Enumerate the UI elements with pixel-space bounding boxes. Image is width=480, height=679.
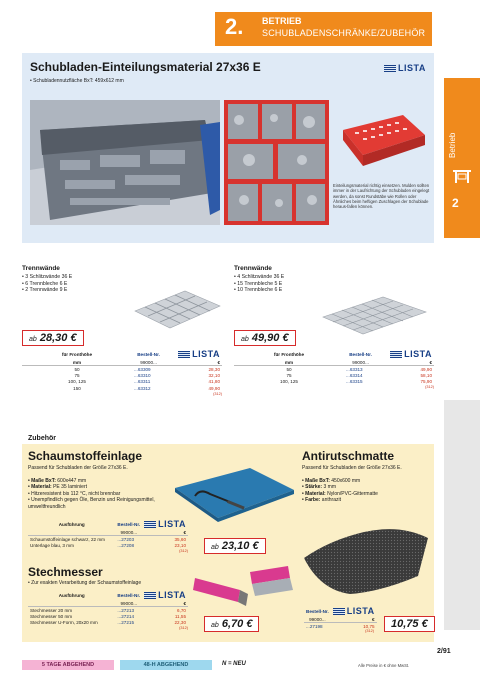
right-price-tag: ab 49,90 € xyxy=(234,330,296,346)
knife-order-table xyxy=(28,590,188,630)
table-row: 75 ...63310 32,10 xyxy=(74,372,220,378)
mat-intro: Passend für Schubladen der Größe 27x36 E. xyxy=(302,465,402,471)
list-item: • 4 Schlitzwände 36 E xyxy=(234,274,285,280)
list-item: umweltfreundlich xyxy=(28,503,66,510)
mat-image xyxy=(300,518,432,598)
knife-image xyxy=(190,560,295,615)
table-header: 99000... xyxy=(120,600,138,606)
table-header: für Fronthöhe xyxy=(273,351,305,357)
table-header: Ausführung xyxy=(58,521,85,527)
left-product-bullets xyxy=(22,274,72,294)
table-note: (312) xyxy=(365,629,374,633)
bins-photo xyxy=(224,100,329,225)
list-item: • 2 Trennwände 9 E xyxy=(22,287,68,294)
table-header: € xyxy=(429,359,432,365)
lista-logo: LISTA xyxy=(384,63,426,73)
table-row: Unterlage blau, 3 mm ...27208 23,10 xyxy=(30,542,186,548)
foam-price-tag: ab 23,10 € xyxy=(204,538,266,554)
list-item: • Material: Nylon/PVC-Gittermatte xyxy=(302,490,378,497)
table-row: ...27198 10,75 xyxy=(306,623,375,629)
table-note: (312) xyxy=(179,626,188,630)
list-item: • 6 Trennbleche 6 E xyxy=(22,280,68,287)
list-item: • 10 Trennbleche 6 E xyxy=(234,287,283,294)
accessories-label: Zubehör xyxy=(28,435,56,442)
right-product-bullets xyxy=(234,274,284,294)
table-row: 50 ...63309 28,30 xyxy=(74,366,220,372)
mat-price-tag: 10,75 € xyxy=(384,616,435,632)
list-item: • Unempfindlich gegen Öle, Benzin und Reinigungsmittel, xyxy=(28,497,155,504)
table-header: Bestell-Nr. xyxy=(349,351,372,357)
lista-logo: LISTA xyxy=(144,590,186,600)
table-row: 75 ...63314 58,10 xyxy=(286,372,432,378)
knife-bullet: • Zur exakten Verarbeitung der Schaumstoffeinlage xyxy=(28,580,142,586)
table-header: für Fronthöhe xyxy=(61,351,93,357)
table-note: (312) xyxy=(179,548,188,553)
price-note: Alle Preise in € ohne MwSt. xyxy=(358,663,410,668)
table-header: Bestell-Nr. xyxy=(137,351,160,357)
chapter-title: BETRIEB xyxy=(262,16,302,26)
usable-area-text: • Schubladennutzfläche BxT: 459x612 mm xyxy=(30,78,124,84)
table-header: mm xyxy=(72,359,82,365)
lista-logo: LISTA xyxy=(178,349,220,359)
table-header: 99000... xyxy=(140,359,157,365)
drawer-insert-illustration xyxy=(333,100,431,180)
lista-logo: LISTA xyxy=(390,349,432,359)
list-item: • Stärke: 3 mm xyxy=(302,484,336,491)
table-row: Stechmesser U-Form, 20x20 mm ...27215 22,30 xyxy=(30,620,186,626)
side-gray-strip xyxy=(444,400,480,630)
lista-logo: LISTA xyxy=(144,519,186,529)
chapter-number: 2. xyxy=(225,14,244,39)
table-header: Bestell-Nr. xyxy=(117,592,141,598)
mat-title: Antirutschmatte xyxy=(302,449,395,463)
table-row: Schaumstoffeinlage schwarz, 22 mm ...27203 35,60 xyxy=(30,536,186,542)
table-note: (312) xyxy=(425,385,434,389)
table-row: 100, 125 ...63315 75,90 xyxy=(280,379,432,385)
workbench-icon xyxy=(452,168,472,184)
left-order-table xyxy=(22,349,222,396)
list-item: • Material: PE 35 laminiert xyxy=(28,484,87,491)
list-item: • Maße BxT: 450x600 mm xyxy=(302,478,361,484)
usage-caption: Einteilungsmaterial richtig einsetzen. Mulden sollten immer in der Laufrichtung der Schubladen eingelegt werden, da sonst Rundstäbe wie Rollen oder Ähnliches beim heftigen Zuschlagen der Schublade heraus-fallen können. xyxy=(333,183,430,210)
table-row: 50 ...63313 49,90 xyxy=(286,366,432,372)
lista-logo: LISTA xyxy=(333,606,375,616)
list-item: • Farbe: anthrazit xyxy=(302,497,341,504)
table-header: mm xyxy=(284,359,294,365)
delivery-48h-badge: 48-H ABGEHEND xyxy=(120,660,212,670)
mat-order-table xyxy=(304,606,374,633)
table-header: Bestell-Nr. xyxy=(117,521,141,527)
table-note: (312) xyxy=(213,391,222,396)
lista-logo-icon xyxy=(178,351,190,358)
side-tab-number: 2 xyxy=(452,196,459,210)
list-item: • 3 Schlitzwände 36 E xyxy=(22,274,73,280)
table-header: 99000... xyxy=(352,359,369,365)
table-row: Stechmesser 20 mm ...27213 6,70 xyxy=(30,607,186,613)
table-header: € xyxy=(183,600,186,606)
chapter-subtitle: SCHUBLADENSCHRÄNKE/ZUBEHÖR xyxy=(262,28,426,38)
table-header: € xyxy=(217,359,220,365)
foam-order-table xyxy=(28,519,188,553)
right-product-title: Trennwände xyxy=(234,265,272,272)
left-divider-image xyxy=(130,286,225,331)
knife-title: Stechmesser xyxy=(28,565,103,579)
foam-intro: Passend für Schubladen der Größe 27x36 E. xyxy=(28,465,128,471)
lista-logo-icon xyxy=(144,521,156,528)
lista-logo-icon xyxy=(333,608,345,615)
table-header: Bestell-Nr. xyxy=(306,608,329,614)
table-header: 99000... xyxy=(120,529,138,535)
lista-logo-icon xyxy=(390,351,402,358)
table-row: 100, 125 ...63311 41,80 xyxy=(68,379,220,385)
foam-title: Schaumstoffeinlage xyxy=(28,449,143,463)
table-header: € xyxy=(372,616,375,622)
list-item: • 15 Trennbleche 5 E xyxy=(234,280,283,287)
foam-insert-image xyxy=(170,466,298,526)
delivery-5-days-badge: 5 TAGE ABGEHEND xyxy=(22,660,114,670)
lista-logo-icon xyxy=(384,65,396,72)
new-legend: N = NEU xyxy=(222,661,246,667)
table-header: € xyxy=(183,529,186,535)
drawer-photo xyxy=(30,100,220,225)
table-header: Ausführung xyxy=(58,592,85,598)
table-row: 150 ...63312 49,90 xyxy=(73,385,220,391)
table-row: Stechmesser 50 mm ...27214 11,55 xyxy=(30,613,186,619)
side-tab-label: Betrieb xyxy=(448,132,457,158)
right-order-table xyxy=(234,349,434,389)
right-divider-image xyxy=(318,292,430,337)
page-number: 2/91 xyxy=(437,648,451,655)
list-item: • Maße BxT: 600x447 mm xyxy=(28,478,87,484)
knife-price-tag: ab 6,70 € xyxy=(204,616,259,632)
mat-bullets xyxy=(302,478,378,504)
list-item: • Hitzeresistent bis 112 °C, nicht brennbar xyxy=(28,490,121,497)
product-title: Schubladen-Einteilungsmaterial 27x36 E xyxy=(30,60,261,74)
left-product-title: Trennwände xyxy=(22,265,60,272)
table-header: 99000... xyxy=(309,616,326,622)
lista-logo-icon xyxy=(144,592,156,599)
left-price-tag: ab 28,30 € xyxy=(22,330,84,346)
